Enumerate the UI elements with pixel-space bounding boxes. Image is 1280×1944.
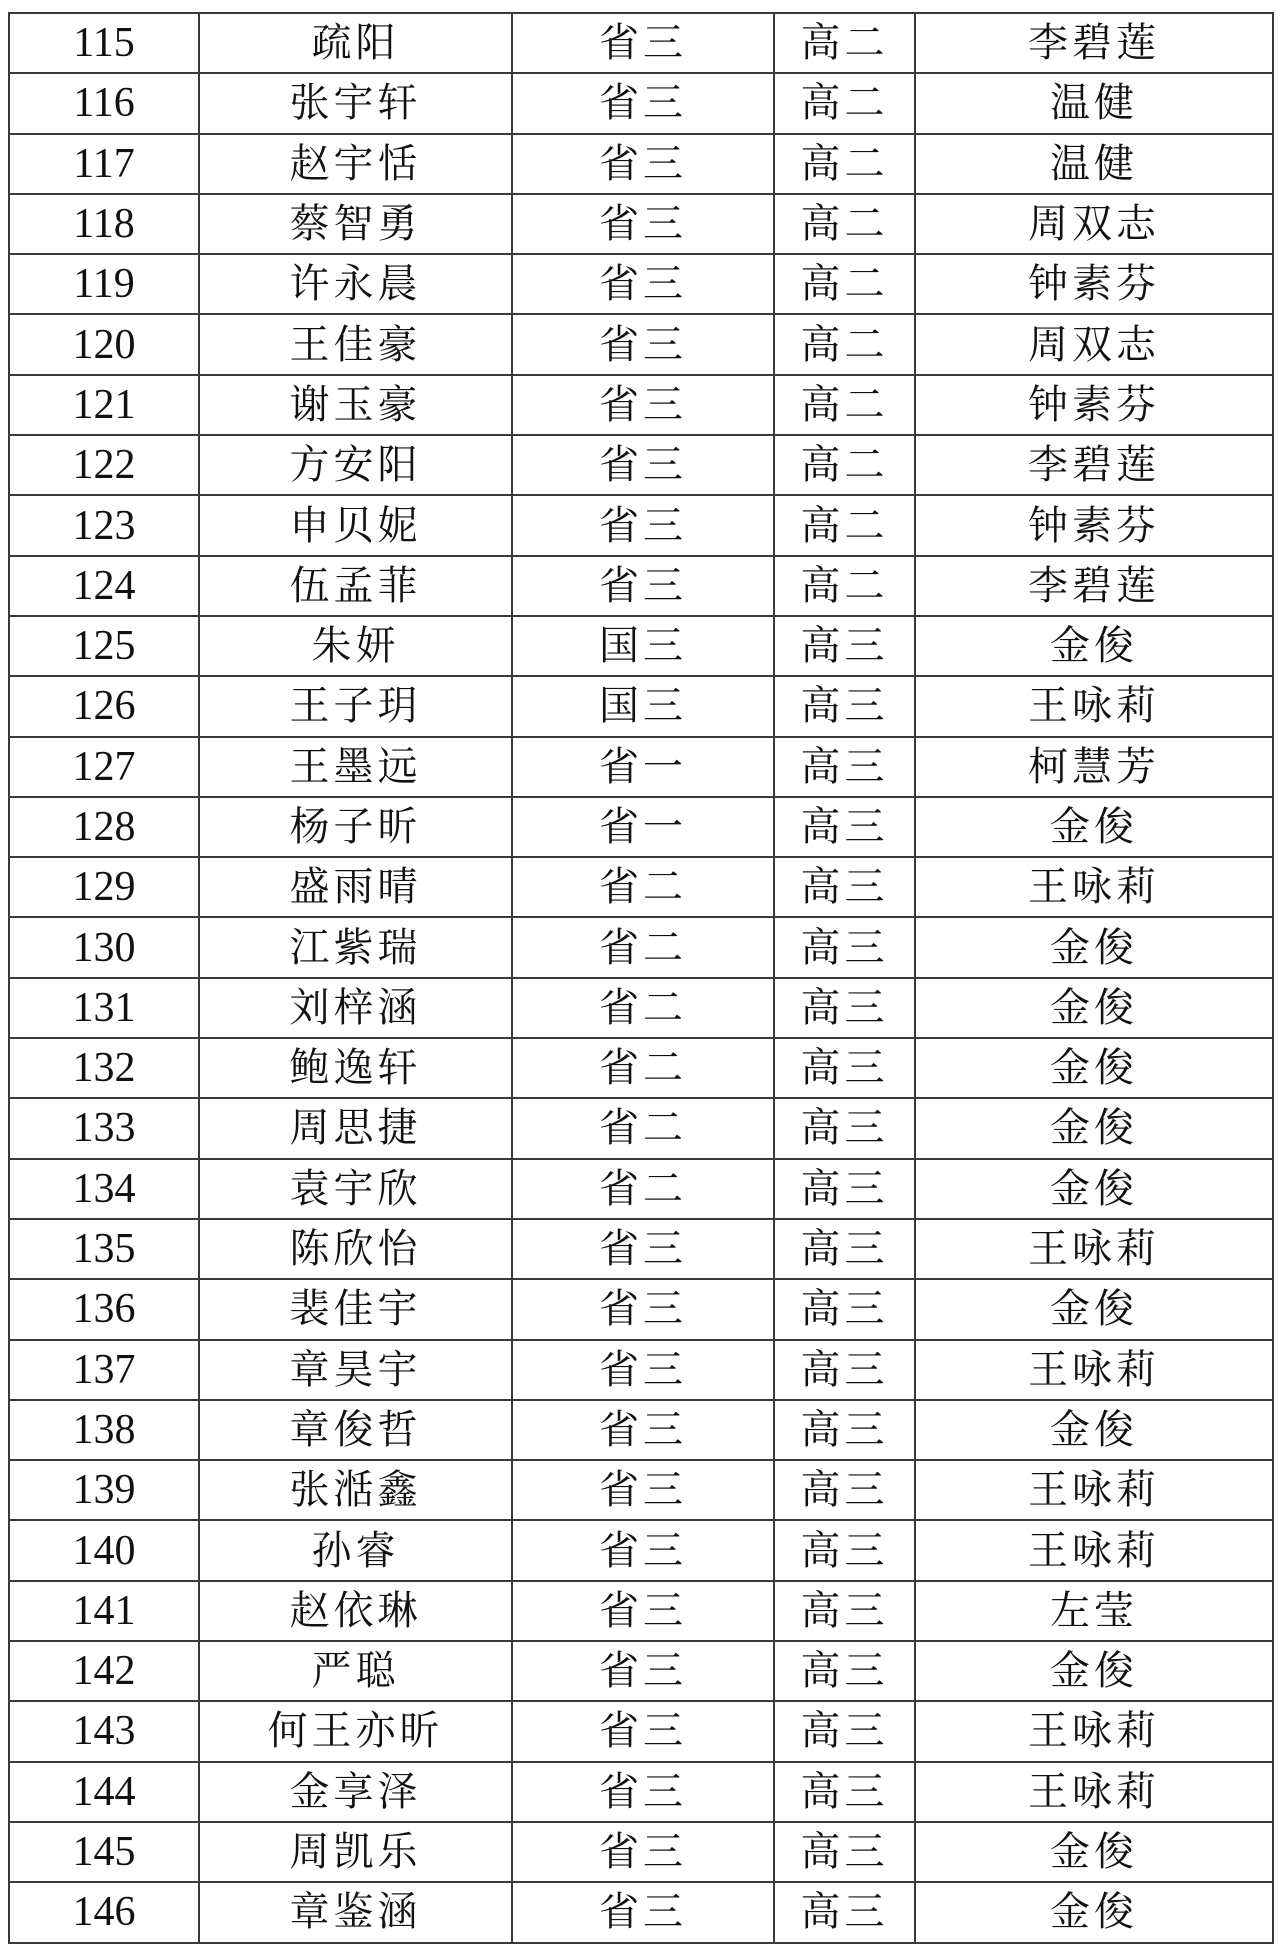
student-name-cell: 张湉鑫 bbox=[199, 1460, 512, 1520]
award-level-cell: 省三 bbox=[512, 13, 774, 73]
row-number-cell: 124 bbox=[9, 556, 199, 616]
row-number-cell: 145 bbox=[9, 1822, 199, 1882]
table-row bbox=[9, 1882, 1273, 1942]
table-row bbox=[9, 676, 1273, 736]
award-level-cell: 省三 bbox=[512, 134, 774, 194]
row-number-cell: 140 bbox=[9, 1520, 199, 1580]
teacher-name-cell: 金俊 bbox=[915, 797, 1273, 857]
student-name-cell: 金享泽 bbox=[199, 1762, 512, 1822]
row-number-cell: 118 bbox=[9, 194, 199, 254]
teacher-name-cell: 金俊 bbox=[915, 1038, 1273, 1098]
student-name-cell: 裴佳宇 bbox=[199, 1279, 512, 1339]
table-row bbox=[9, 1520, 1273, 1580]
student-name-cell: 谢玉豪 bbox=[199, 375, 512, 435]
grade-cell: 高三 bbox=[774, 1460, 915, 1520]
award-level-cell: 省三 bbox=[512, 1822, 774, 1882]
teacher-name-cell: 左莹 bbox=[915, 1581, 1273, 1641]
table-row bbox=[9, 13, 1273, 73]
row-number-cell: 131 bbox=[9, 978, 199, 1038]
award-level-cell: 省三 bbox=[512, 1460, 774, 1520]
student-name-cell: 许永晨 bbox=[199, 254, 512, 314]
teacher-name-cell: 王咏莉 bbox=[915, 857, 1273, 917]
row-number-cell: 137 bbox=[9, 1340, 199, 1400]
award-level-cell: 省三 bbox=[512, 375, 774, 435]
teacher-name-cell: 金俊 bbox=[915, 616, 1273, 676]
table-row bbox=[9, 737, 1273, 797]
row-number-cell: 142 bbox=[9, 1641, 199, 1701]
award-list-body bbox=[9, 13, 1273, 1943]
teacher-name-cell: 温健 bbox=[915, 134, 1273, 194]
table-row bbox=[9, 495, 1273, 555]
table-row bbox=[9, 435, 1273, 495]
award-level-cell: 国三 bbox=[512, 616, 774, 676]
table-row bbox=[9, 616, 1273, 676]
teacher-name-cell: 李碧莲 bbox=[915, 556, 1273, 616]
grade-cell: 高三 bbox=[774, 917, 915, 977]
student-name-cell: 申贝妮 bbox=[199, 495, 512, 555]
award-level-cell: 省三 bbox=[512, 73, 774, 133]
row-number-cell: 127 bbox=[9, 737, 199, 797]
award-level-cell: 省三 bbox=[512, 1520, 774, 1580]
row-number-cell: 129 bbox=[9, 857, 199, 917]
grade-cell: 高三 bbox=[774, 1882, 915, 1942]
grade-cell: 高三 bbox=[774, 1400, 915, 1460]
grade-cell: 高三 bbox=[774, 1159, 915, 1219]
grade-cell: 高三 bbox=[774, 1762, 915, 1822]
student-name-cell: 鲍逸轩 bbox=[199, 1038, 512, 1098]
teacher-name-cell: 金俊 bbox=[915, 978, 1273, 1038]
award-level-cell: 省三 bbox=[512, 1340, 774, 1400]
row-number-cell: 141 bbox=[9, 1581, 199, 1641]
table-row bbox=[9, 1400, 1273, 1460]
teacher-name-cell: 王咏莉 bbox=[915, 1520, 1273, 1580]
teacher-name-cell: 王咏莉 bbox=[915, 676, 1273, 736]
student-name-cell: 严聪 bbox=[199, 1641, 512, 1701]
grade-cell: 高二 bbox=[774, 254, 915, 314]
student-name-cell: 孙睿 bbox=[199, 1520, 512, 1580]
student-name-cell: 王墨远 bbox=[199, 737, 512, 797]
row-number-cell: 134 bbox=[9, 1159, 199, 1219]
table-row bbox=[9, 1581, 1273, 1641]
table-row bbox=[9, 978, 1273, 1038]
table-row bbox=[9, 1038, 1273, 1098]
grade-cell: 高三 bbox=[774, 616, 915, 676]
table-row bbox=[9, 917, 1273, 977]
award-level-cell: 省三 bbox=[512, 1581, 774, 1641]
table-row bbox=[9, 857, 1273, 917]
teacher-name-cell: 钟素芬 bbox=[915, 375, 1273, 435]
teacher-name-cell: 金俊 bbox=[915, 1098, 1273, 1158]
student-name-cell: 陈欣怡 bbox=[199, 1219, 512, 1279]
award-level-cell: 省三 bbox=[512, 254, 774, 314]
row-number-cell: 120 bbox=[9, 314, 199, 374]
award-level-cell: 省三 bbox=[512, 1279, 774, 1339]
table-row bbox=[9, 194, 1273, 254]
grade-cell: 高三 bbox=[774, 1641, 915, 1701]
row-number-cell: 122 bbox=[9, 435, 199, 495]
row-number-cell: 125 bbox=[9, 616, 199, 676]
row-number-cell: 128 bbox=[9, 797, 199, 857]
student-name-cell: 蔡智勇 bbox=[199, 194, 512, 254]
teacher-name-cell: 金俊 bbox=[915, 917, 1273, 977]
student-name-cell: 章俊哲 bbox=[199, 1400, 512, 1460]
row-number-cell: 146 bbox=[9, 1882, 199, 1942]
student-name-cell: 何王亦昕 bbox=[199, 1701, 512, 1761]
table-row bbox=[9, 1762, 1273, 1822]
award-level-cell: 省二 bbox=[512, 917, 774, 977]
award-level-cell: 省三 bbox=[512, 314, 774, 374]
teacher-name-cell: 王咏莉 bbox=[915, 1701, 1273, 1761]
row-number-cell: 133 bbox=[9, 1098, 199, 1158]
row-number-cell: 115 bbox=[9, 13, 199, 73]
row-number-cell: 116 bbox=[9, 73, 199, 133]
row-number-cell: 117 bbox=[9, 134, 199, 194]
table-row bbox=[9, 73, 1273, 133]
table-row bbox=[9, 1701, 1273, 1761]
teacher-name-cell: 金俊 bbox=[915, 1822, 1273, 1882]
award-level-cell: 省三 bbox=[512, 194, 774, 254]
teacher-name-cell: 周双志 bbox=[915, 314, 1273, 374]
grade-cell: 高三 bbox=[774, 978, 915, 1038]
student-name-cell: 章昊宇 bbox=[199, 1340, 512, 1400]
teacher-name-cell: 钟素芬 bbox=[915, 254, 1273, 314]
grade-cell: 高三 bbox=[774, 737, 915, 797]
student-name-cell: 杨子昕 bbox=[199, 797, 512, 857]
teacher-name-cell: 王咏莉 bbox=[915, 1219, 1273, 1279]
grade-cell: 高三 bbox=[774, 1520, 915, 1580]
teacher-name-cell: 金俊 bbox=[915, 1159, 1273, 1219]
student-name-cell: 疏阳 bbox=[199, 13, 512, 73]
table-row bbox=[9, 797, 1273, 857]
table-row bbox=[9, 314, 1273, 374]
teacher-name-cell: 温健 bbox=[915, 73, 1273, 133]
award-level-cell: 省三 bbox=[512, 1701, 774, 1761]
grade-cell: 高二 bbox=[774, 134, 915, 194]
award-level-cell: 国三 bbox=[512, 676, 774, 736]
row-number-cell: 123 bbox=[9, 495, 199, 555]
teacher-name-cell: 柯慧芳 bbox=[915, 737, 1273, 797]
table-row bbox=[9, 1219, 1273, 1279]
teacher-name-cell: 周双志 bbox=[915, 194, 1273, 254]
award-level-cell: 省三 bbox=[512, 1219, 774, 1279]
grade-cell: 高三 bbox=[774, 1038, 915, 1098]
award-level-cell: 省三 bbox=[512, 1641, 774, 1701]
grade-cell: 高二 bbox=[774, 73, 915, 133]
student-name-cell: 张宇轩 bbox=[199, 73, 512, 133]
student-name-cell: 王子玥 bbox=[199, 676, 512, 736]
student-name-cell: 赵依琳 bbox=[199, 1581, 512, 1641]
award-level-cell: 省二 bbox=[512, 1159, 774, 1219]
grade-cell: 高三 bbox=[774, 1581, 915, 1641]
student-name-cell: 袁宇欣 bbox=[199, 1159, 512, 1219]
table-row bbox=[9, 1098, 1273, 1158]
student-name-cell: 刘梓涵 bbox=[199, 978, 512, 1038]
grade-cell: 高三 bbox=[774, 797, 915, 857]
student-name-cell: 盛雨晴 bbox=[199, 857, 512, 917]
grade-cell: 高二 bbox=[774, 194, 915, 254]
teacher-name-cell: 钟素芬 bbox=[915, 495, 1273, 555]
student-name-cell: 周思捷 bbox=[199, 1098, 512, 1158]
grade-cell: 高三 bbox=[774, 1340, 915, 1400]
grade-cell: 高二 bbox=[774, 13, 915, 73]
table-row bbox=[9, 1279, 1273, 1339]
award-level-cell: 省二 bbox=[512, 1038, 774, 1098]
teacher-name-cell: 王咏莉 bbox=[915, 1762, 1273, 1822]
table-row bbox=[9, 1460, 1273, 1520]
table-row bbox=[9, 254, 1273, 314]
teacher-name-cell: 金俊 bbox=[915, 1279, 1273, 1339]
student-name-cell: 章鉴涵 bbox=[199, 1882, 512, 1942]
award-level-cell: 省三 bbox=[512, 1882, 774, 1942]
grade-cell: 高三 bbox=[774, 676, 915, 736]
student-name-cell: 伍孟菲 bbox=[199, 556, 512, 616]
grade-cell: 高三 bbox=[774, 1822, 915, 1882]
award-level-cell: 省二 bbox=[512, 1098, 774, 1158]
student-name-cell: 王佳豪 bbox=[199, 314, 512, 374]
row-number-cell: 130 bbox=[9, 917, 199, 977]
grade-cell: 高二 bbox=[774, 314, 915, 374]
award-level-cell: 省二 bbox=[512, 857, 774, 917]
table-row bbox=[9, 1641, 1273, 1701]
award-level-cell: 省一 bbox=[512, 797, 774, 857]
student-name-cell: 朱妍 bbox=[199, 616, 512, 676]
grade-cell: 高三 bbox=[774, 1279, 915, 1339]
teacher-name-cell: 王咏莉 bbox=[915, 1460, 1273, 1520]
student-name-cell: 江紫瑞 bbox=[199, 917, 512, 977]
grade-cell: 高三 bbox=[774, 857, 915, 917]
row-number-cell: 136 bbox=[9, 1279, 199, 1339]
row-number-cell: 144 bbox=[9, 1762, 199, 1822]
table-row bbox=[9, 375, 1273, 435]
teacher-name-cell: 金俊 bbox=[915, 1400, 1273, 1460]
row-number-cell: 121 bbox=[9, 375, 199, 435]
table-row bbox=[9, 134, 1273, 194]
grade-cell: 高二 bbox=[774, 556, 915, 616]
student-name-cell: 周凯乐 bbox=[199, 1822, 512, 1882]
award-list-table bbox=[8, 12, 1274, 1944]
row-number-cell: 139 bbox=[9, 1460, 199, 1520]
row-number-cell: 119 bbox=[9, 254, 199, 314]
row-number-cell: 132 bbox=[9, 1038, 199, 1098]
teacher-name-cell: 李碧莲 bbox=[915, 13, 1273, 73]
table-row bbox=[9, 1822, 1273, 1882]
grade-cell: 高三 bbox=[774, 1219, 915, 1279]
award-level-cell: 省三 bbox=[512, 556, 774, 616]
table-row bbox=[9, 556, 1273, 616]
teacher-name-cell: 金俊 bbox=[915, 1882, 1273, 1942]
grade-cell: 高三 bbox=[774, 1701, 915, 1761]
award-level-cell: 省三 bbox=[512, 1400, 774, 1460]
award-level-cell: 省三 bbox=[512, 1762, 774, 1822]
table-row bbox=[9, 1340, 1273, 1400]
table-row bbox=[9, 1159, 1273, 1219]
student-name-cell: 方安阳 bbox=[199, 435, 512, 495]
student-name-cell: 赵宇恬 bbox=[199, 134, 512, 194]
row-number-cell: 126 bbox=[9, 676, 199, 736]
award-level-cell: 省二 bbox=[512, 978, 774, 1038]
teacher-name-cell: 李碧莲 bbox=[915, 435, 1273, 495]
grade-cell: 高二 bbox=[774, 375, 915, 435]
award-level-cell: 省一 bbox=[512, 737, 774, 797]
row-number-cell: 138 bbox=[9, 1400, 199, 1460]
row-number-cell: 143 bbox=[9, 1701, 199, 1761]
row-number-cell: 135 bbox=[9, 1219, 199, 1279]
grade-cell: 高三 bbox=[774, 1098, 915, 1158]
teacher-name-cell: 王咏莉 bbox=[915, 1340, 1273, 1400]
grade-cell: 高二 bbox=[774, 495, 915, 555]
award-level-cell: 省三 bbox=[512, 495, 774, 555]
award-level-cell: 省三 bbox=[512, 435, 774, 495]
teacher-name-cell: 金俊 bbox=[915, 1641, 1273, 1701]
grade-cell: 高二 bbox=[774, 435, 915, 495]
